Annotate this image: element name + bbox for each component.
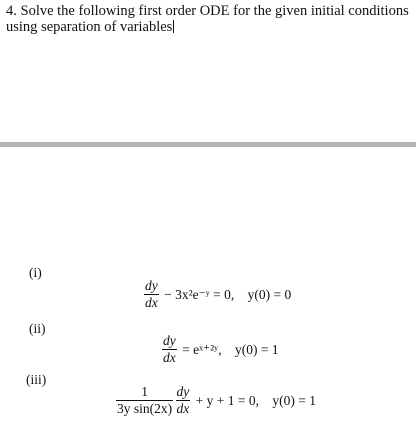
equation-rest: = eˣ⁺²ʸ, [182,341,222,357]
fraction-denominator: dx [163,350,176,365]
fraction-denominator: 3y sin(2x) [117,401,173,416]
equation-rest: − 3x²e⁻ʸ = 0, [164,286,235,302]
fraction-dy-dx [144,279,159,310]
question-body: Solve the following first order ODE for the given initial conditions using separation of variables [6,3,409,35]
initial-condition: y(0) = 1 [272,392,316,408]
equation-i [144,279,291,310]
equation-rest: + y + 1 = 0, [195,392,259,408]
equation-iii [116,385,316,416]
text-cursor [173,20,174,33]
fraction-reciprocal [116,385,173,416]
divider-bar [0,142,416,147]
question-text [6,3,410,35]
item-label-i: (i) [29,265,42,280]
fraction-denominator: dx [176,401,190,416]
fraction-dy-dx [162,334,177,365]
fraction-numerator: dy [145,278,158,293]
equation-ii [162,334,279,365]
fraction-denominator: dx [145,295,158,310]
initial-condition: y(0) = 0 [247,286,292,302]
question-number: 4. [6,3,17,19]
fraction-numerator: 1 [116,385,173,401]
fraction-dy-dx [176,385,191,416]
initial-condition: y(0) = 1 [234,341,279,357]
fraction-numerator: dy [176,384,190,399]
item-label-ii: (ii) [29,321,46,336]
fraction-numerator: dy [163,333,176,348]
item-label-iii: (iii) [26,372,47,387]
